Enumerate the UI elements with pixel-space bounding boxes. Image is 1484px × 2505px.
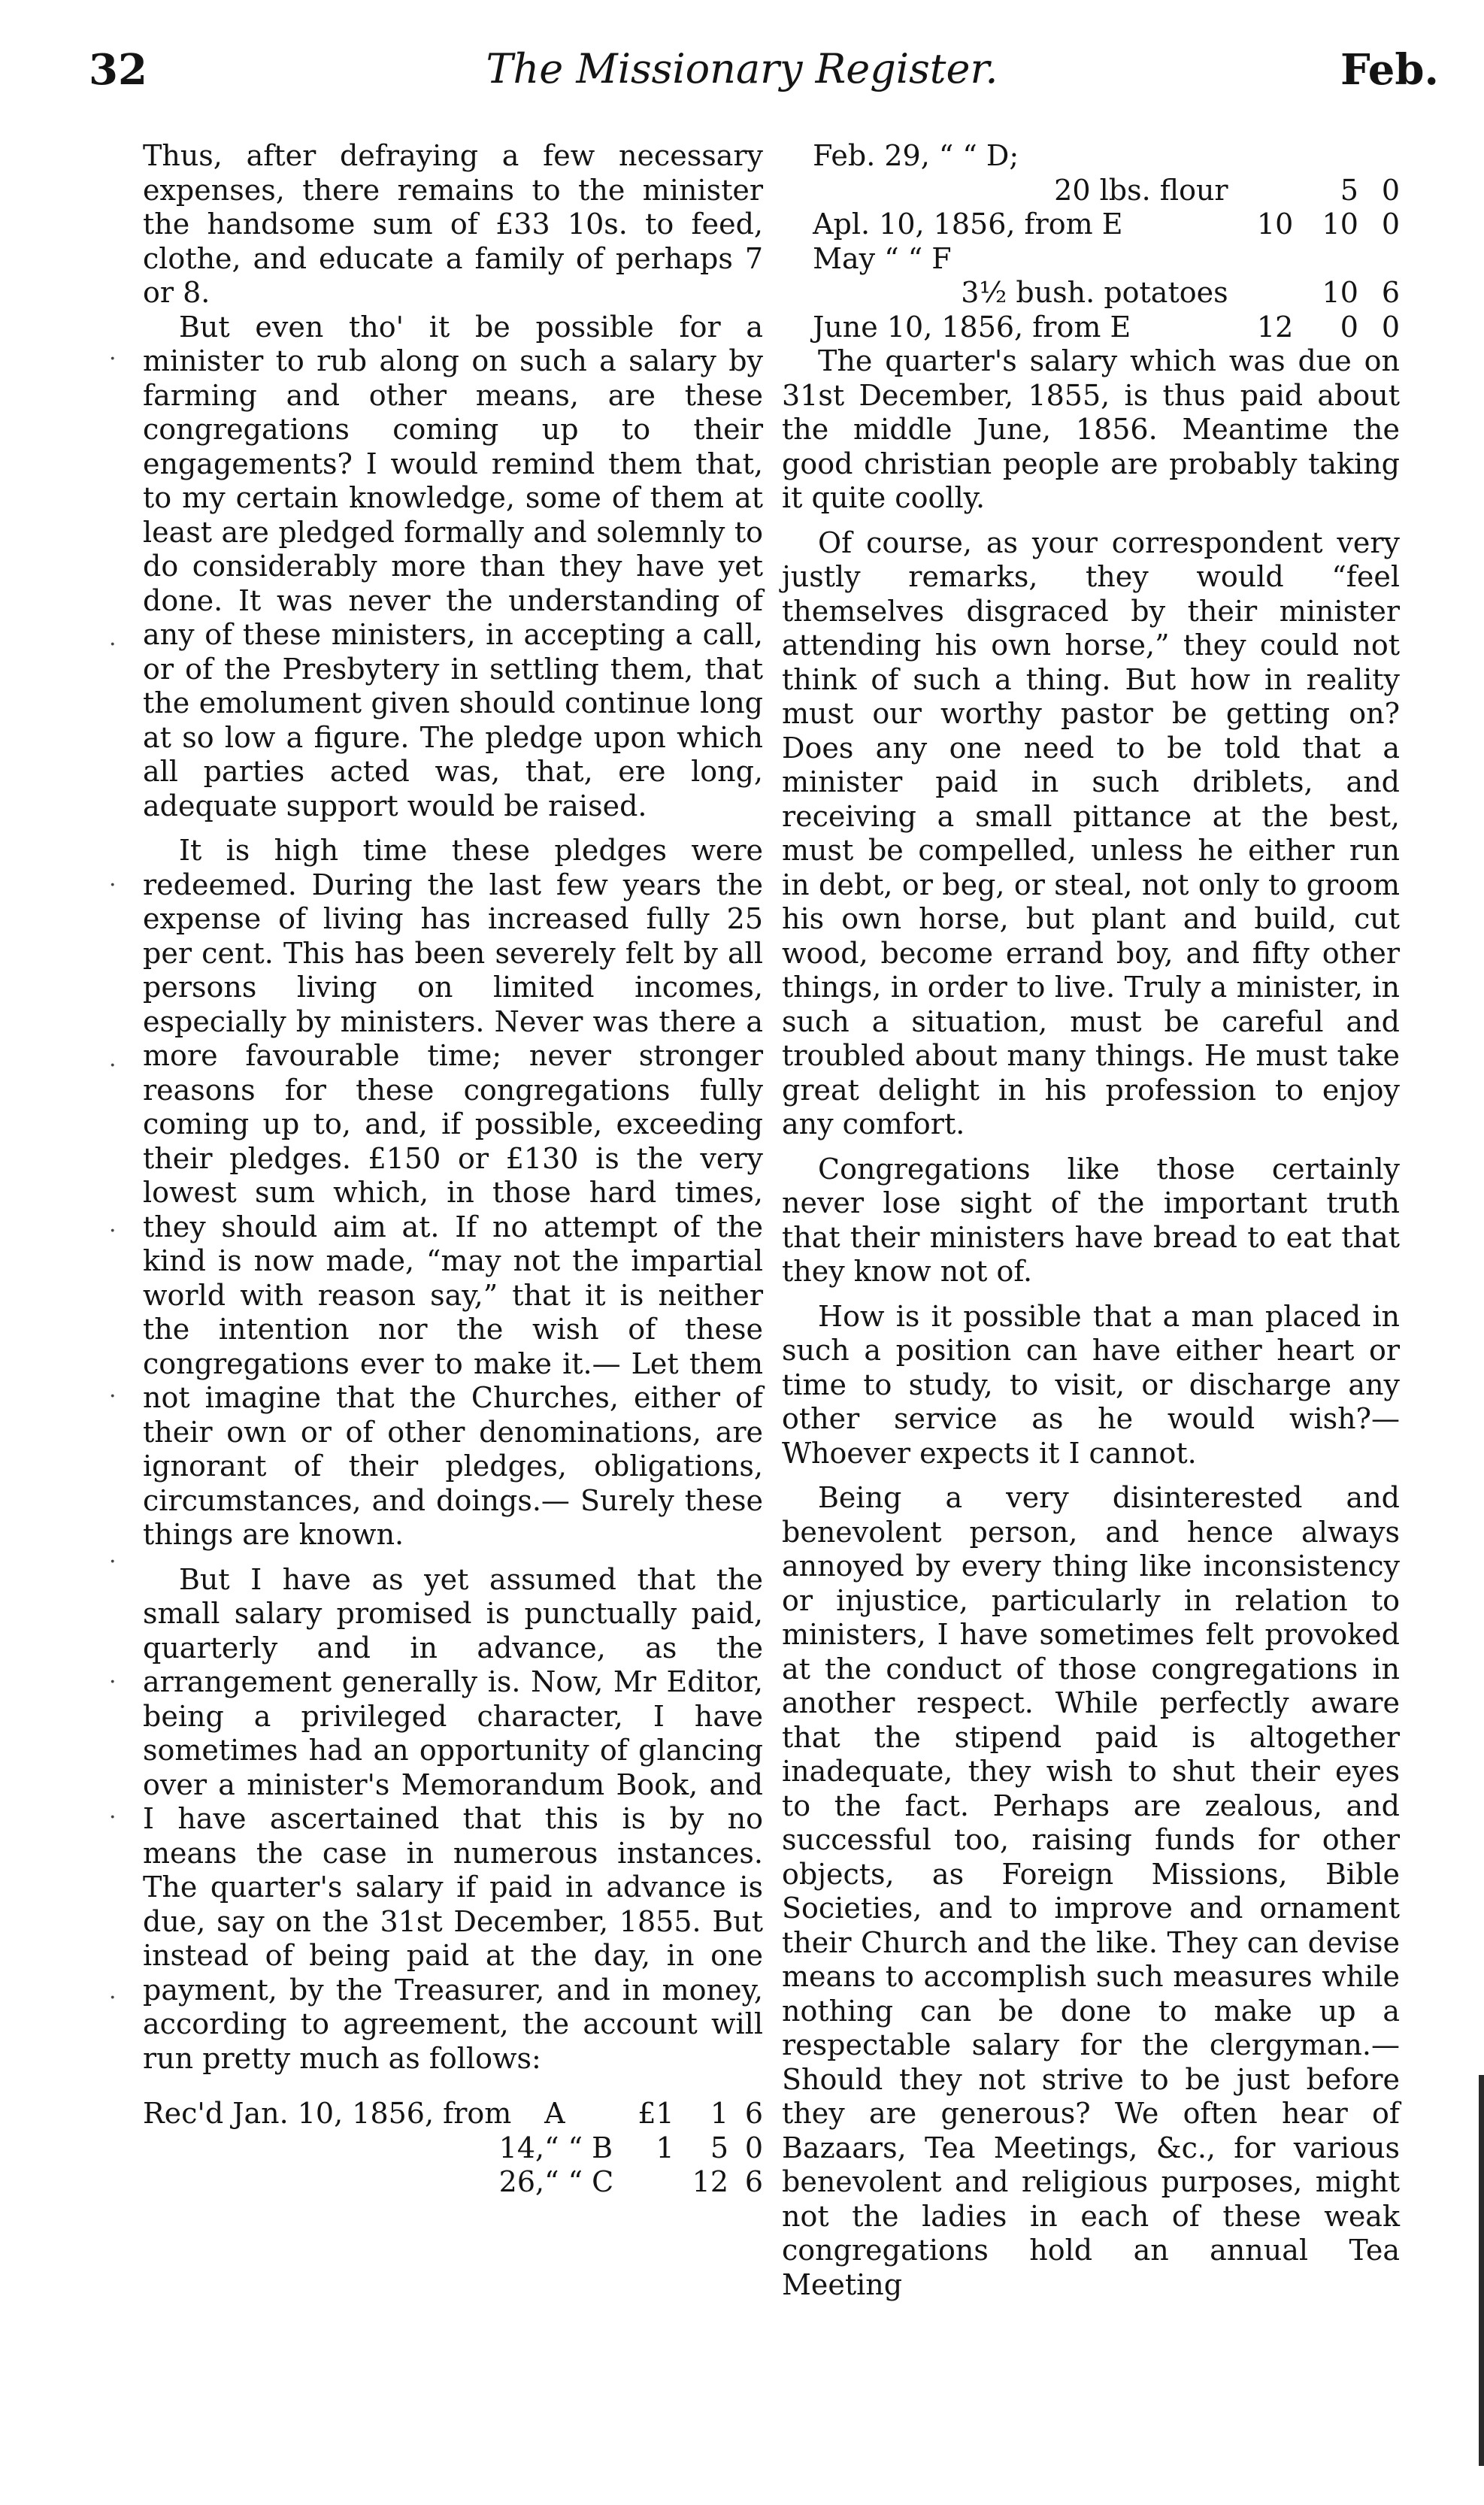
ledger-pence	[1358, 139, 1400, 174]
ledger-lead: Rec'd Jan. 10, 1856, from	[143, 2097, 512, 2130]
ledger-shillings: 1	[710, 2097, 728, 2130]
ledger-shillings	[1293, 242, 1358, 277]
page-header	[0, 45, 1484, 105]
month-label: Feb.	[1340, 45, 1439, 95]
ledger-pence: 6	[744, 2165, 763, 2198]
right-paragraph-3: Congregations like those certainly never lose sight of the important truth that their ministers have bread to eat that they know not of.	[782, 1152, 1400, 1288]
ledger-pounds: £1	[638, 2097, 674, 2130]
ledger-pence	[1358, 242, 1400, 277]
ledger-row	[782, 242, 1400, 277]
ledger-entry: June 10, 1856, from E	[813, 310, 1131, 344]
left-column	[143, 139, 763, 2200]
ledger-payer: “ “ C	[544, 2165, 614, 2198]
ledger-pounds	[1228, 242, 1294, 277]
ledger-entry: May “ “ F	[813, 241, 952, 275]
ledger-pounds: 12	[1256, 310, 1294, 344]
right-paragraph-1: The quarter's salary which was due on 31st December, 1855, is thus paid about the middle June, 1856. Meantime the good christian people are probably taking it quite coolly.	[782, 344, 1400, 514]
ledger-row	[782, 310, 1400, 345]
ledger-pounds	[1228, 174, 1294, 208]
ledger-pounds: 1	[656, 2131, 674, 2164]
ledger-row	[143, 2131, 763, 2166]
ledger-pence: 0	[1381, 173, 1400, 207]
ledger-row	[782, 207, 1400, 242]
ledger-lead	[782, 139, 813, 174]
right-paragraph-4: How is it possible that a man placed in such a position can have either heart or time to study, to visit, or discharge any other service as he would wish?— Whoever expects it I cannot.	[782, 1299, 1400, 1470]
ledger-pounds	[1228, 276, 1294, 310]
ledger-shillings: 5	[1340, 173, 1358, 207]
ledger-payer: A	[544, 2097, 565, 2130]
ledger-lead: 14,	[498, 2131, 545, 2164]
right-column	[782, 139, 1400, 2302]
payment-ledger-right	[782, 139, 1400, 344]
ledger-shillings: 10	[1322, 207, 1358, 241]
ledger-pence: 6	[744, 2097, 763, 2130]
ledger-pence: 0	[1381, 207, 1400, 241]
left-paragraph-2: But even tho' it be possible for a minister to rub along on such a salary by farming and other means, are these congregations coming up to their engagements? I would remind them that, to my certain knowledge, some of them at least are pledged formally and solemnly to do considerably more than they have yet done. It was never the understanding of any of these ministers, in accepting a call, or of the Presbytery in settling them, that the emolument given should continue long at so low a figure. The pledge upon which all parties acted was, that, ere long, adequate support would be raised.	[143, 310, 763, 822]
ledger-lead	[782, 242, 813, 277]
left-paragraph-1: Thus, after defraying a few necessary expenses, there remains to the minister the handsome sum of £33 10s. to feed, clothe, and educate a family of perhaps 7 or 8.	[143, 139, 763, 309]
payment-ledger-left	[143, 2097, 763, 2200]
ledger-pounds	[619, 2165, 674, 2200]
ledger-entry: 3½ bush. potatoes	[961, 276, 1228, 309]
ledger-row	[782, 174, 1400, 208]
ledger-entry: Feb. 29, “ “ D;	[813, 139, 1019, 172]
ledger-lead	[782, 310, 813, 345]
ledger-shillings: 0	[1340, 310, 1358, 344]
document-page: The Missionary Register. 32 Feb. · · · · · · · · · · Thus, after defraying a few necessary expenses, there remains to the minister the handsome sum of £33 10s. to feed, clothe, and educate a family of perhaps 7 or 8. But even tho' it be possible for a minister to rub along on such a salary by farming and other means, are these congregations coming up to their engagements? I would remind them that, to my certain knowledge, some of them at least are pledged formally and solemnly to do considerably more than they have yet done. It was never the understanding of any of these ministers, in accepting a call, or of the Presbytery in settling them, that the emolument given should continue long at so low a figure. The pledge upon which all parties acted was, that, ere long, adequate support would be raised. It is high time these pledges were redeemed. During the last few years the expense of living has increased fully 25 per cent. This has been severely felt by all persons living on limited incomes, especially by ministers. Never was there a more favourable time; never stronger reasons for these congregations fully coming up to, and, if possible, exceeding their pledges. £150 or £130 is the very lowest sum which, in those hard times, they should aim at. If no attempt of the kind is now made, “may not the impartial world with reason say,” that it is neither the intention nor the wish of these congregations ever to make it.— Let them not imagine that the Churches, either of their own or of other denominations, are ignorant of their pledges, obligations, circumstances, and doings.— Surely these things are known. But I have as yet assumed that the small salary promised is punctually paid, quarterly and in advance, as the arrangement generally is. Now, Mr Editor, being a privileged character, I have sometimes had an opportunity of glancing over a minister's Memorandum Book, and I have ascertained that this is by no means the case in numerous instances. The quarter's salary if paid in advance is due, say on the 31st December, 1855. But instead of being paid at the day, in one payment, by the Treasurer, and in money, according to agreement, the account will run pretty much as follows: Rec'd Jan. 10, 1856, from A £1 1 6 14, “ “ B 1 5 0 26, “ “ C 12 6 Feb. 29, “ “ D; 20 lbs. flour 5 0 Apl. 10, 1856, from E 10 10 0 May “ “ F 3½ bush. potatoes 10 6 June 10, 1856, from E 12 0 0 The quarter's salary which was due on 31st December, 1855, is thus paid about the middle June, 1856. Meantime the good christian people are probably taking it quite coolly. Of course, as your correspondent very justly remarks, they would “feel themselves disgraced by their minister attending his own horse,” they could not think of such a thing. But how in reality must our worthy pastor be getting on? Does any one need to be told that a minister paid in such driblets, and receiving a small pittance at the best, must be compelled, unless he either run in debt, or beg, or steal, not only to groom his own horse, but plant and build, cut wood, become errand boy, and fifty other things, in order to live. Truly a minister, in such a situation, must be careful and troubled about many things. He must take great delight in his profession to enjoy any comfort. Congregations like those certainly never lose sight of the important truth that their ministers have bread to eat that they know not of. How is it possible that a man placed in such a position can have either heart or time to study, to visit, or discharge any other service as he would wish?— Whoever expects it I cannot. Being a very disinterested and benevolent person, and hence always annoyed by every thing like inconsistency or injustice, particularly in relation to ministers, I have sometimes felt provoked at the conduct of those congregations in another respect. While perfectly aware that the stipend paid is altogether inadequate, they wish to shut their eyes to the fact. Perhaps are zealous, and successful too, raising funds for other objects, as Foreign Missions, Bible Societies, and to improve and ornament their Church and the like. They can devise means to accomplish such measures while nothing can be done to make up a respectable salary for the clergyman.— Should they not strive to be just before they are generous? We often hear of Bazaars, Tea Meetings, &c., for various benevolent and religious purposes, might not the ladies in each of these weak congregations hold an annual Tea Meeting	[0, 0, 1484, 2505]
ledger-row	[143, 2097, 763, 2131]
ledger-pounds	[1228, 139, 1294, 174]
ledger-lead	[782, 207, 813, 242]
ledger-entry: 20 lbs. flour	[1054, 173, 1228, 207]
scan-edge-shadow	[1479, 2075, 1484, 2466]
ledger-payer: “ “ B	[544, 2131, 613, 2164]
ledger-pence: 0	[1381, 310, 1400, 344]
ledger-row	[782, 139, 1400, 174]
ledger-shillings: 10	[1322, 276, 1358, 309]
left-paragraph-4: But I have as yet assumed that the small salary promised is punctually paid, quarterly and in advance, as the arrangement generally is. Now, Mr Editor, being a privileged character, I have sometimes had an opportunity of glancing over a minister's Memorandum Book, and I have ascertained that this is by no means the case in numerous instances. The quarter's salary if paid in advance is due, say on the 31st December, 1855. But instead of being paid at the day, in one payment, by the Treasurer, and in money, according to agreement, the account will run pretty much as follows:	[143, 1562, 763, 2075]
ledger-row	[143, 2165, 763, 2200]
left-paragraph-3: It is high time these pledges were redeemed. During the last few years the expense of living has increased fully 25 per cent. This has been severely felt by all persons living on limited incomes, especially by ministers. Never was there a more favourable time; never stronger reasons for these congregations fully coming up to, and, if possible, exceeding their pledges. £150 or £130 is the very lowest sum which, in those hard times, they should aim at. If no attempt of the kind is now made, “may not the impartial world with reason say,” that it is neither the intention nor the wish of these congregations ever to make it.— Let them not imagine that the Churches, either of their own or of other denominations, are ignorant of their pledges, obligations, circumstances, and doings.— Surely these things are known.	[143, 834, 763, 1551]
ledger-lead	[782, 174, 813, 208]
ledger-pence: 0	[744, 2131, 763, 2164]
ledger-pence: 6	[1381, 276, 1400, 309]
ledger-lead	[782, 276, 813, 310]
ledger-pounds: 10	[1256, 207, 1294, 241]
ledger-shillings: 5	[710, 2131, 728, 2164]
ledger-lead: 26,	[498, 2165, 545, 2198]
running-title: The Missionary Register.	[486, 45, 998, 92]
ledger-shillings	[1293, 139, 1358, 174]
page-number: 32	[89, 45, 147, 95]
ledger-shillings: 12	[692, 2165, 728, 2198]
right-paragraph-5: Being a very disinterested and benevolent person, and hence always annoyed by every thing like inconsistency or injustice, particularly in relation to ministers, I have sometimes felt provoked at the conduct of those congregations in another respect. While perfectly aware that the stipend paid is altogether inadequate, they wish to shut their eyes to the fact. Perhaps are zealous, and successful too, raising funds for other objects, as Foreign Missions, Bible Societies, and to improve and ornament their Church and the like. They can devise means to accomplish such measures while nothing can be done to make up a respectable salary for the clergyman.— Should they not strive to be just before they are generous? We often hear of Bazaars, Tea Meetings, &c., for various benevolent and religious purposes, might not the ladies in each of these weak congregations hold an annual Tea Meeting	[782, 1481, 1400, 2301]
ledger-entry: Apl. 10, 1856, from E	[813, 207, 1123, 241]
right-paragraph-2: Of course, as your correspondent very justly remarks, they would “feel themselves disgraced by their minister attending his own horse,” they could not think of such a thing. But how in reality must our worthy pastor be getting on? Does any one need to be told that a minister paid in such driblets, and receiving a small pittance at the best, must be compelled, unless he either run in debt, or beg, or steal, not only to groom his own horse, but plant and build, cut wood, become errand boy, and fifty other things, in order to live. Truly a minister, in such a situation, must be careful and troubled about many things. He must take great delight in his profession to enjoy any comfort.	[782, 526, 1400, 1140]
ledger-row	[782, 276, 1400, 310]
